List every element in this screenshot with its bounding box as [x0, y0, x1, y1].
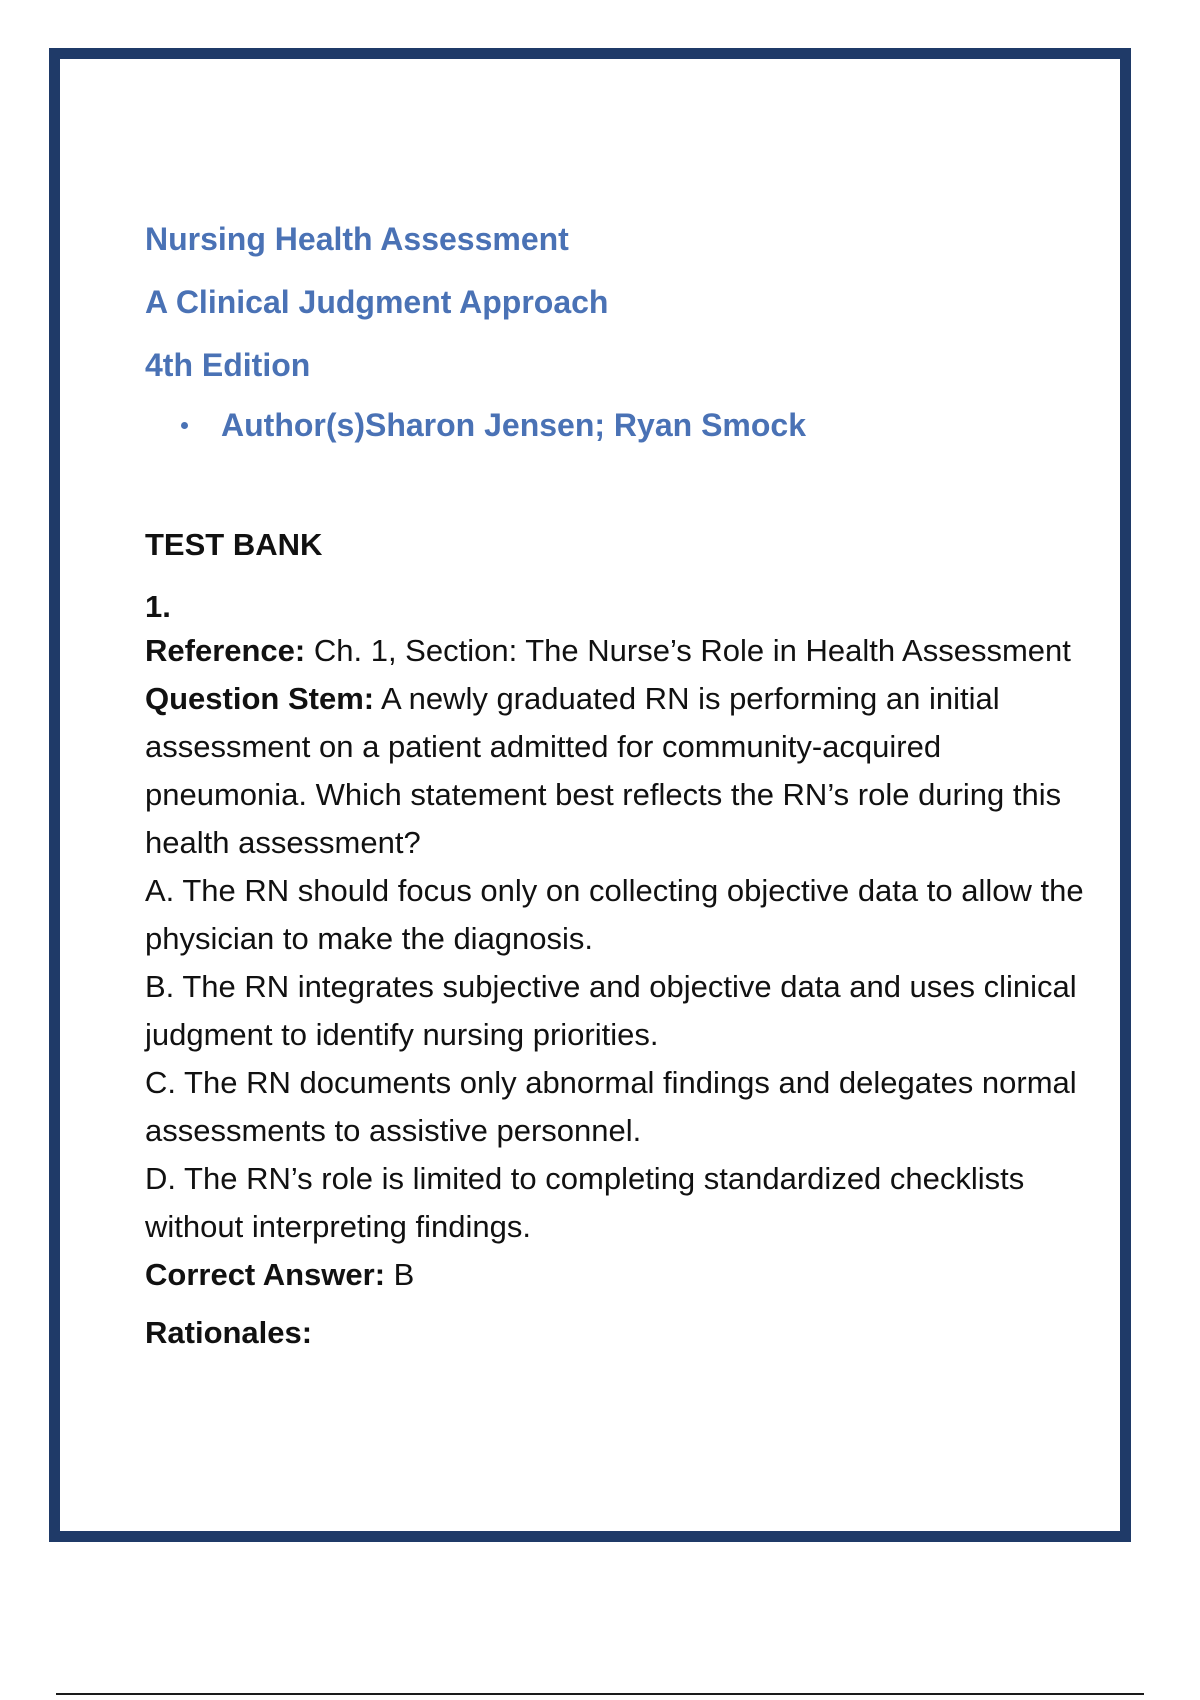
rationales-heading: Rationales: — [145, 1315, 313, 1350]
bullet-icon — [181, 422, 188, 429]
author-list-item — [181, 405, 1105, 445]
reference-label: Reference: — [145, 633, 306, 668]
stem-label: Question Stem: — [145, 681, 375, 716]
stem-text: A newly graduated RN is performing an initial assessment on a patient admitted for community-acquired pneumonia. Which statement best reflects the RN’s role during this health assessment? — [145, 681, 1062, 860]
document-content — [145, 219, 1105, 1353]
author-names: Author(s)Sharon Jensen; Ryan Smock — [221, 407, 806, 443]
page-border-frame — [49, 48, 1131, 1542]
bottom-divider — [56, 1693, 1144, 1695]
question-number: 1. — [145, 589, 171, 624]
answer-option-b: B. The RN integrates subjective and objective data and uses clinical judgment to identify nursing priorities. — [145, 969, 1077, 1052]
reference-text: Ch. 1, Section: The Nurse’s Role in Health Assessment — [305, 633, 1071, 668]
question-stem — [145, 675, 1105, 867]
correct-answer-label: Correct Answer: — [145, 1257, 386, 1292]
question-reference — [145, 627, 1105, 675]
correct-answer — [145, 1251, 1105, 1299]
answer-option-a: A. The RN should focus only on collecting objective data to allow the physician to make the diagnosis. — [145, 873, 1084, 956]
answer-option-d: D. The RN’s role is limited to completing standardized checklists without interpreting findings. — [145, 1161, 1025, 1244]
test-bank-heading: TEST BANK — [145, 527, 323, 562]
book-edition: 4th Edition — [145, 347, 311, 383]
book-subtitle: A Clinical Judgment Approach — [145, 284, 609, 320]
book-title: Nursing Health Assessment — [145, 221, 569, 257]
answer-option-c: C. The RN documents only abnormal findings and delegates normal assessments to assistive personnel. — [145, 1065, 1077, 1148]
correct-answer-value: B — [385, 1257, 415, 1292]
